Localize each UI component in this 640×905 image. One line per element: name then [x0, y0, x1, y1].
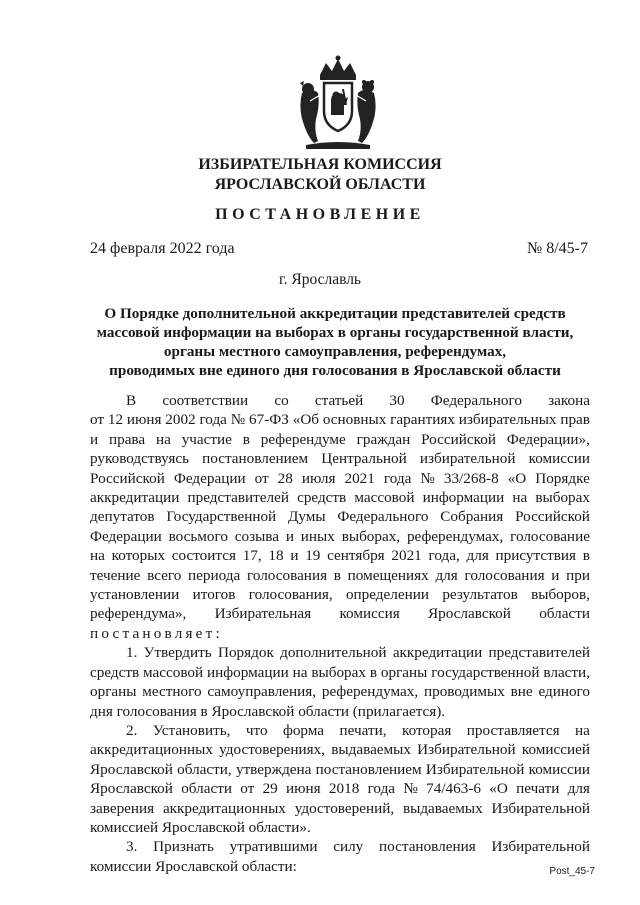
document-type: ПОСТАНОВЛЕНИЕ: [215, 206, 425, 223]
document-number: № 8/45-7: [526, 240, 588, 257]
word: Ярославской: [427, 605, 511, 623]
word: комиссия: [339, 605, 400, 623]
footer-code: Post_45-7: [549, 866, 595, 877]
title-line: проводимых вне единого дня голосования в Ярославской области: [109, 362, 561, 379]
body-line: [90, 837, 590, 856]
body-line: на которых состоится 17, 18 и 19 сентября 2021 года, для присутствия в: [90, 547, 590, 565]
body-line: аккредитации представителей средств массовой информации на выборах: [90, 489, 590, 507]
word: 3.: [126, 838, 138, 856]
document-body: [90, 391, 590, 876]
body-line: Ярославской области от 29 июня 2018 года № 74/463-6 «О печати для: [90, 780, 590, 798]
word: Признать: [153, 838, 214, 856]
body-line: Ярославской области, утверждена постановлением Избирательной комиссии: [90, 760, 590, 778]
document-city: г. Ярославль: [279, 271, 361, 288]
body-line: и права на участие в референдуме граждан Российской Федерации»,: [90, 430, 590, 448]
word: 30: [389, 392, 405, 409]
body-line: установлении итогов голосования, определении результатов выборов,: [90, 586, 590, 604]
body-line: 1. Утвердить Порядок дополнительной аккредитации представителей: [126, 644, 590, 662]
document-date: 24 февраля 2022 года: [90, 240, 235, 257]
body-line: средств массовой информации на выборах в органы государственной власти,: [90, 663, 590, 681]
word: со: [274, 392, 289, 409]
word: соответствии: [162, 392, 249, 409]
body-line: [90, 391, 590, 410]
word: области: [539, 605, 590, 623]
body-line: комиссией Ярославской области».: [90, 818, 311, 836]
body-line: течение всего периода голосования в помещениях для голосования и при: [90, 566, 590, 584]
resolution-verb: постановляет:: [90, 624, 223, 642]
document-title: [80, 304, 590, 380]
word: референдума»,: [90, 605, 187, 623]
body-line: дня голосования в Ярославской области (прилагается).: [90, 702, 446, 720]
body-line: аккредитационных удостоверениях, выдаваемых Избирательной комиссией: [90, 741, 590, 759]
body-line: комиссии Ярославской области:: [90, 857, 297, 875]
org-name-line2: ЯРОСЛАВСКОЙ ОБЛАСТИ: [214, 176, 426, 193]
word: Избирательная: [214, 605, 312, 623]
body-line: от 12 июня 2002 года № 67-ФЗ «Об основных гарантиях избирательных прав: [90, 411, 590, 429]
body-line: руководствуясь постановлением Центральной избирательной комиссии: [90, 450, 590, 468]
org-name-line1: ИЗБИРАТЕЛЬНАЯ КОМИССИЯ: [198, 156, 442, 173]
word: статьей: [314, 392, 364, 409]
word: В: [126, 392, 137, 409]
word: закона: [548, 392, 590, 409]
word: постановления: [379, 838, 476, 856]
title-line: О Порядке дополнительной аккредитации представителей средств: [104, 305, 566, 322]
body-line: заверения аккредитационных удостоверений, выдаваемых Избирательной: [90, 799, 590, 817]
title-line: органы местного самоуправления, референдумах,: [163, 343, 507, 360]
body-line: 2. Установить, что форма печати, которая проставляется на: [126, 721, 590, 739]
body-line: депутатов Государственной Думы Федерального Собрания Российской: [90, 508, 590, 526]
word: утратившими: [229, 838, 318, 856]
title-line: массовой информации на выборах в органы государственной власти,: [96, 324, 574, 341]
body-line: органы местного самоуправления, референдумах, проводимых вне единого: [90, 683, 590, 701]
body-line: [90, 604, 590, 623]
body-line: Российской Федерации от 28 июля 2021 года № 33/268-8 «О Порядке: [90, 469, 590, 487]
body-line: Федерации восьмого созыва и иных выборах, референдумах, голосование: [90, 527, 590, 545]
word: Избирательной: [491, 838, 590, 856]
word: Федерального: [430, 392, 522, 409]
coat-of-arms-icon: [290, 53, 386, 151]
word: силу: [333, 838, 364, 856]
